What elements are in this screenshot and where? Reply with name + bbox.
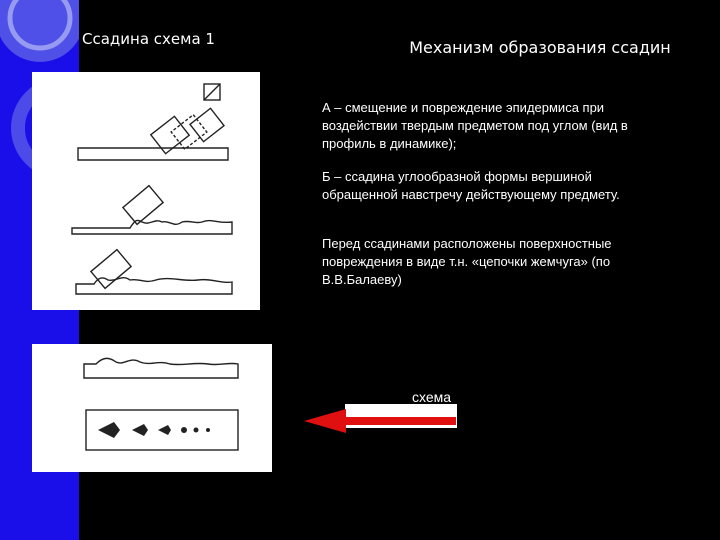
top-view-diagram-panel [32, 344, 272, 472]
stage-2-drawing [72, 186, 232, 234]
slide-title: Механизм образования ссадин [409, 38, 671, 57]
pearl-chain-drawing [32, 344, 272, 472]
arrow-label: схема [412, 389, 452, 405]
stage-1-drawing [78, 84, 228, 160]
profile-strip [84, 358, 238, 378]
paragraph-c: Перед ссадинами расположены поверхностные повреждения в виде т.н. «цепочки жемчуга» (по В.В.Балаеву) [322, 236, 612, 287]
slide-label: Ссадина схема 1 [82, 30, 215, 48]
paragraph-b: Б – ссадина углообразной формы вершиной обращенной навстречу действующему предмету. [322, 169, 620, 202]
profile-diagram-panel [32, 72, 260, 310]
stage-3-drawing [76, 250, 232, 294]
arrow-left-icon [302, 406, 462, 436]
top-view-strip [86, 410, 238, 450]
abrasion-profile-drawing [32, 72, 260, 310]
paragraph-a: А – смещение и повреждение эпидермиса при воздействии твердым предметом под углом (вид в профиль в динамике); [322, 100, 628, 151]
